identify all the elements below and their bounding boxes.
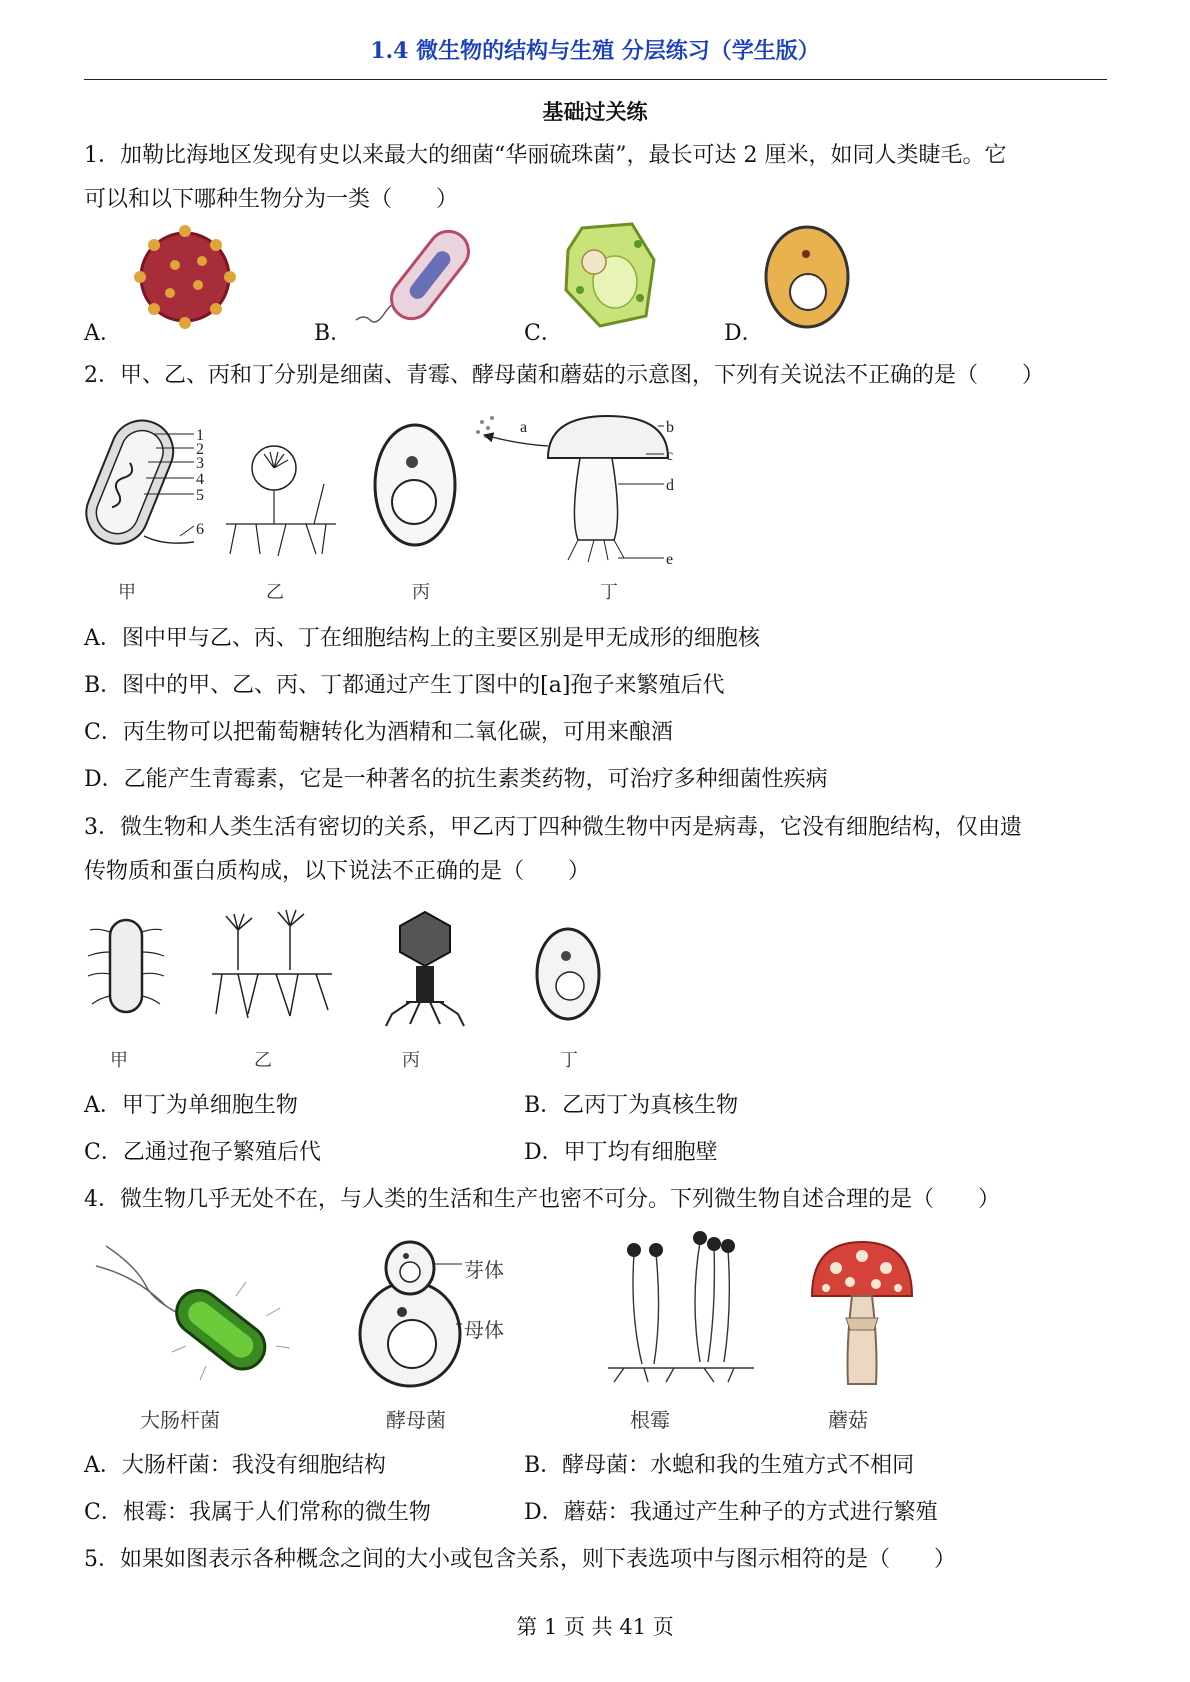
- q4-caption-mushroom: 蘑菇: [828, 1408, 868, 1432]
- q1-option-d: D．: [724, 321, 764, 346]
- q4-stem: 4．微生物几乎无处不在，与人类的生活和生产也密不可分。下列微生物自述合理的是（ ）: [84, 1187, 1001, 1212]
- q1-stem-line2: 可以和以下哪种生物分为一类（ ）: [84, 187, 459, 212]
- q2-stem: 2．甲、乙、丙和丁分别是细菌、青霉、酵母菌和蘑菇的示意图，下列有关说法不正确的是（ ）: [84, 363, 1045, 388]
- q2-bacterium-diagram: [84, 414, 224, 554]
- q3-caption-ding: 丁: [560, 1050, 578, 1071]
- q3-option-c: C．乙通过孢子繁殖后代: [84, 1140, 321, 1165]
- rhizopus-image: [604, 1228, 754, 1386]
- ding-label-e: e: [666, 551, 674, 568]
- q3-stem-line1: 3．微生物和人类生活有密切的关系，甲乙丙丁四种微生物中丙是病毒，它没有细胞结构，仅由遗: [84, 815, 1023, 840]
- header-rule: [84, 79, 1107, 80]
- ding-label-c: c: [666, 447, 674, 464]
- q2-option-d: D．乙能产生青霉素，它是一种著名的抗生素类药物，可治疗多种细菌性疾病: [84, 767, 828, 792]
- ding-label-a: a: [520, 419, 528, 436]
- q2-penicillium-diagram: [226, 438, 346, 568]
- jia-label-2: 2: [196, 441, 204, 458]
- q4-option-a: A．大肠杆菌：我没有细胞结构: [84, 1453, 386, 1478]
- q2-option-c: C．丙生物可以把葡萄糖转化为酒精和二氧化碳，可用来酿酒: [84, 720, 673, 745]
- q2-option-b: B．图中的甲、乙、丙、丁都通过产生丁图中的[a]孢子来繁殖后代: [84, 673, 725, 698]
- q2-caption-bing: 丙: [412, 582, 430, 603]
- q3-option-d: D．甲丁均有细胞壁: [524, 1140, 718, 1165]
- bud-label: 芽体: [464, 1258, 504, 1282]
- jia-label-3: 3: [196, 455, 204, 472]
- jia-label-6: 6: [196, 521, 204, 538]
- q3-option-a: A．甲丁为单细胞生物: [84, 1093, 298, 1118]
- q3-option-b: B．乙丙丁为真核生物: [524, 1093, 739, 1118]
- q1-option-c: C．: [524, 321, 563, 346]
- q1-stem-line1: 1．加勒比海地区发现有史以来最大的细菌“华丽硫珠菌”，最长可达 2 厘米，如同人类睫毛。它: [84, 143, 1007, 168]
- page-footer: 第 1 页 共 41 页: [516, 1615, 674, 1639]
- ding-label-d: d: [666, 477, 674, 494]
- q1-option-a: A．: [84, 321, 122, 346]
- bacterium-image: [350, 225, 480, 330]
- jia-label-1: 1: [196, 427, 204, 444]
- q4-caption-ecoli: 大肠杆菌: [140, 1408, 220, 1432]
- plant-cell-image: [560, 220, 660, 330]
- q4-option-b: B．酵母菌：水螅和我的生殖方式不相同: [524, 1453, 915, 1478]
- mother-label: 母体: [464, 1318, 504, 1342]
- q3-stem-line2: 传物质和蛋白质构成，以下说法不正确的是（ ）: [84, 859, 591, 884]
- q2-mushroom-diagram: [468, 410, 688, 570]
- q3-yeast-diagram: [532, 924, 604, 1024]
- jia-label-4: 4: [196, 471, 204, 488]
- q3-penicillium-diagram: [208, 908, 338, 1028]
- q4-caption-rhizopus: 根霉: [630, 1408, 670, 1432]
- q3-phage-diagram: [380, 908, 470, 1028]
- virus-image: [130, 225, 240, 330]
- yeast-cell-image: [762, 224, 852, 330]
- jia-label-5: 5: [196, 487, 204, 504]
- q3-bacterium-diagram: [86, 912, 166, 1022]
- q2-yeast-diagram: [370, 420, 460, 550]
- q2-option-a: A．图中甲与乙、丙、丁在细胞结构上的主要区别是甲无成形的细胞核: [84, 626, 760, 651]
- ding-label-b: b: [666, 419, 674, 436]
- mushroom-image: [806, 1238, 916, 1388]
- q5-stem: 5．如果如图表示各种概念之间的大小或包含关系，则下表选项中与图示相符的是（ ）: [84, 1547, 957, 1572]
- page-header-title: 1.4 微生物的结构与生殖 分层练习（学生版）: [370, 38, 820, 64]
- q4-caption-yeast: 酵母菌: [386, 1408, 446, 1432]
- q4-option-c: C．根霉：我属于人们常称的微生物: [84, 1500, 431, 1525]
- q3-caption-jia: 甲: [110, 1050, 128, 1071]
- q4-option-d: D．蘑菇：我通过产生种子的方式进行繁殖: [524, 1500, 938, 1525]
- q2-caption-ding: 丁: [600, 582, 618, 603]
- section-title: 基础过关练: [542, 99, 648, 124]
- q1-option-b: B．: [314, 321, 353, 346]
- q2-caption-jia: 甲: [118, 582, 136, 603]
- q2-caption-yi: 乙: [266, 582, 284, 603]
- ecoli-image: [86, 1236, 286, 1386]
- q3-caption-bing: 丙: [402, 1050, 420, 1071]
- q3-caption-yi: 乙: [254, 1050, 272, 1071]
